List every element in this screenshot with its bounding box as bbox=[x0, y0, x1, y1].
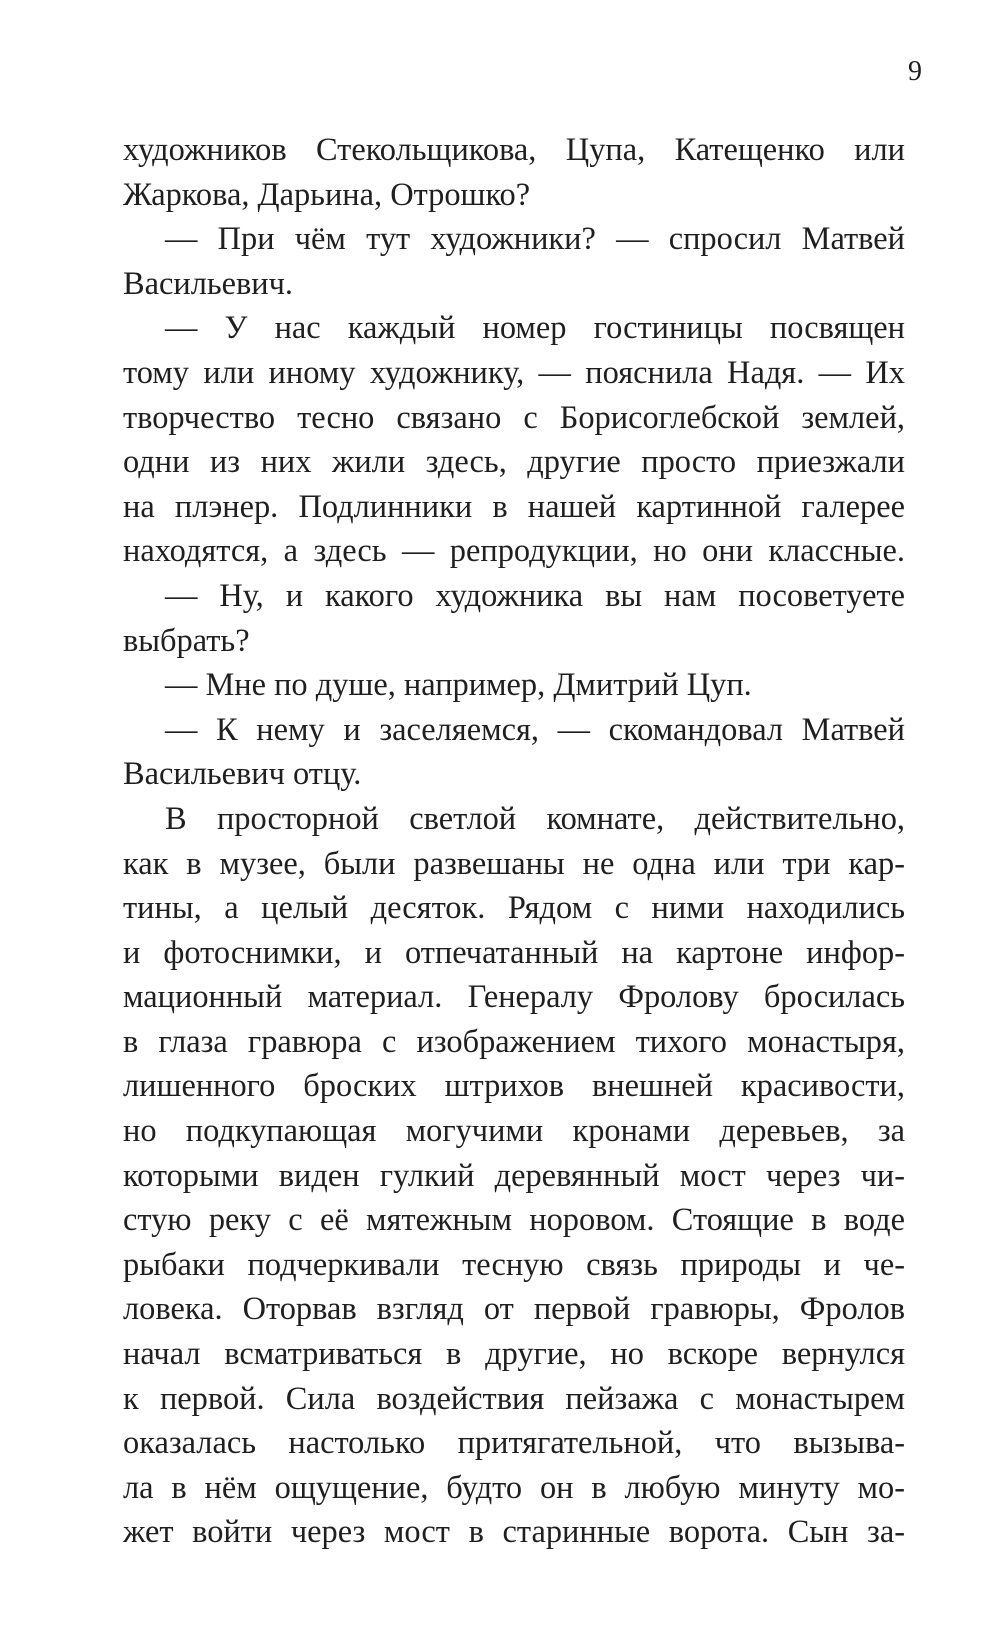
text-line-29: к первой. Сила воздействия пейзажа с монастырем bbox=[123, 1380, 905, 1417]
text-line-21: в глаза гравюра с изображением тихого монастыря, bbox=[123, 1023, 905, 1060]
text-line-10: находятся, а здесь — репродукции, но они классные. bbox=[123, 533, 905, 570]
text-line-31: ла в нём ощущение, будто он в любую минуту мо- bbox=[123, 1469, 905, 1506]
text-line-05: — У нас каждый номер гостиницы посвящен bbox=[165, 310, 905, 347]
text-line-03: — При чём тут художники? — спросил Матвей bbox=[165, 221, 905, 258]
text-line-28: начал всматриваться в другие, но вскоре вернулся bbox=[123, 1336, 905, 1373]
text-line-02: Жаркова, Дарьина, Отрошко? bbox=[123, 176, 531, 213]
text-line-01: художников Стекольщикова, Цупа, Катещенко или bbox=[123, 132, 905, 168]
text-line-25: стую реку с её мятежным норовом. Стоящие в воде bbox=[123, 1202, 905, 1239]
text-line-22: лишенного броских штрихов внешней красивости, bbox=[123, 1068, 905, 1105]
text-line-20: мационный материал. Генералу Фролову бросилась bbox=[123, 979, 905, 1016]
text-line-19: и фотоснимки, и отпечатанный на картоне инфор- bbox=[123, 934, 905, 971]
text-line-13: — Мне по душе, например, Дмитрий Цуп. bbox=[165, 667, 752, 704]
text-line-18: тины, а целый десяток. Рядом с ними находились bbox=[123, 890, 905, 927]
page-text bbox=[123, 128, 905, 1555]
text-line-08: одни из них жили здесь, другие просто приезжали bbox=[123, 444, 905, 481]
text-line-30: оказалась настолько притягательной, что вызыва- bbox=[123, 1425, 905, 1462]
text-line-32: жет войти через мост в старинные ворота. Сын за- bbox=[123, 1514, 905, 1551]
text-line-12: выбрать? bbox=[123, 622, 250, 659]
text-line-15: Васильевич отцу. bbox=[123, 756, 362, 793]
text-line-07: творчество тесно связано с Борисоглебской землей, bbox=[123, 399, 905, 436]
text-line-06: тому или иному художнику, — пояснила Надя. — Их bbox=[123, 354, 905, 391]
text-line-26: рыбаки подчеркивали тесную связь природы и че- bbox=[123, 1246, 905, 1283]
text-line-14: — К нему и заселяемся, — скомандовал Матвей bbox=[165, 711, 905, 748]
text-line-24: которыми виден гулкий деревянный мост через чи- bbox=[123, 1157, 905, 1194]
text-line-09: на плэнер. Подлинники в нашей картинной галерее bbox=[123, 488, 905, 525]
text-line-17: как в музее, были развешаны не одна или три кар- bbox=[123, 845, 905, 882]
text-line-27: ловека. Оторвав взгляд от первой гравюры, Фролов bbox=[123, 1291, 905, 1328]
text-line-23: но подкупающая могучими кронами деревьев, за bbox=[123, 1113, 905, 1150]
text-line-11: — Ну, и какого художника вы нам посоветуете bbox=[165, 577, 905, 614]
page-number: 9 bbox=[908, 56, 922, 87]
text-line-16: В просторной светлой комнате, действительно, bbox=[165, 800, 905, 837]
text-line-04: Васильевич. bbox=[123, 265, 294, 302]
